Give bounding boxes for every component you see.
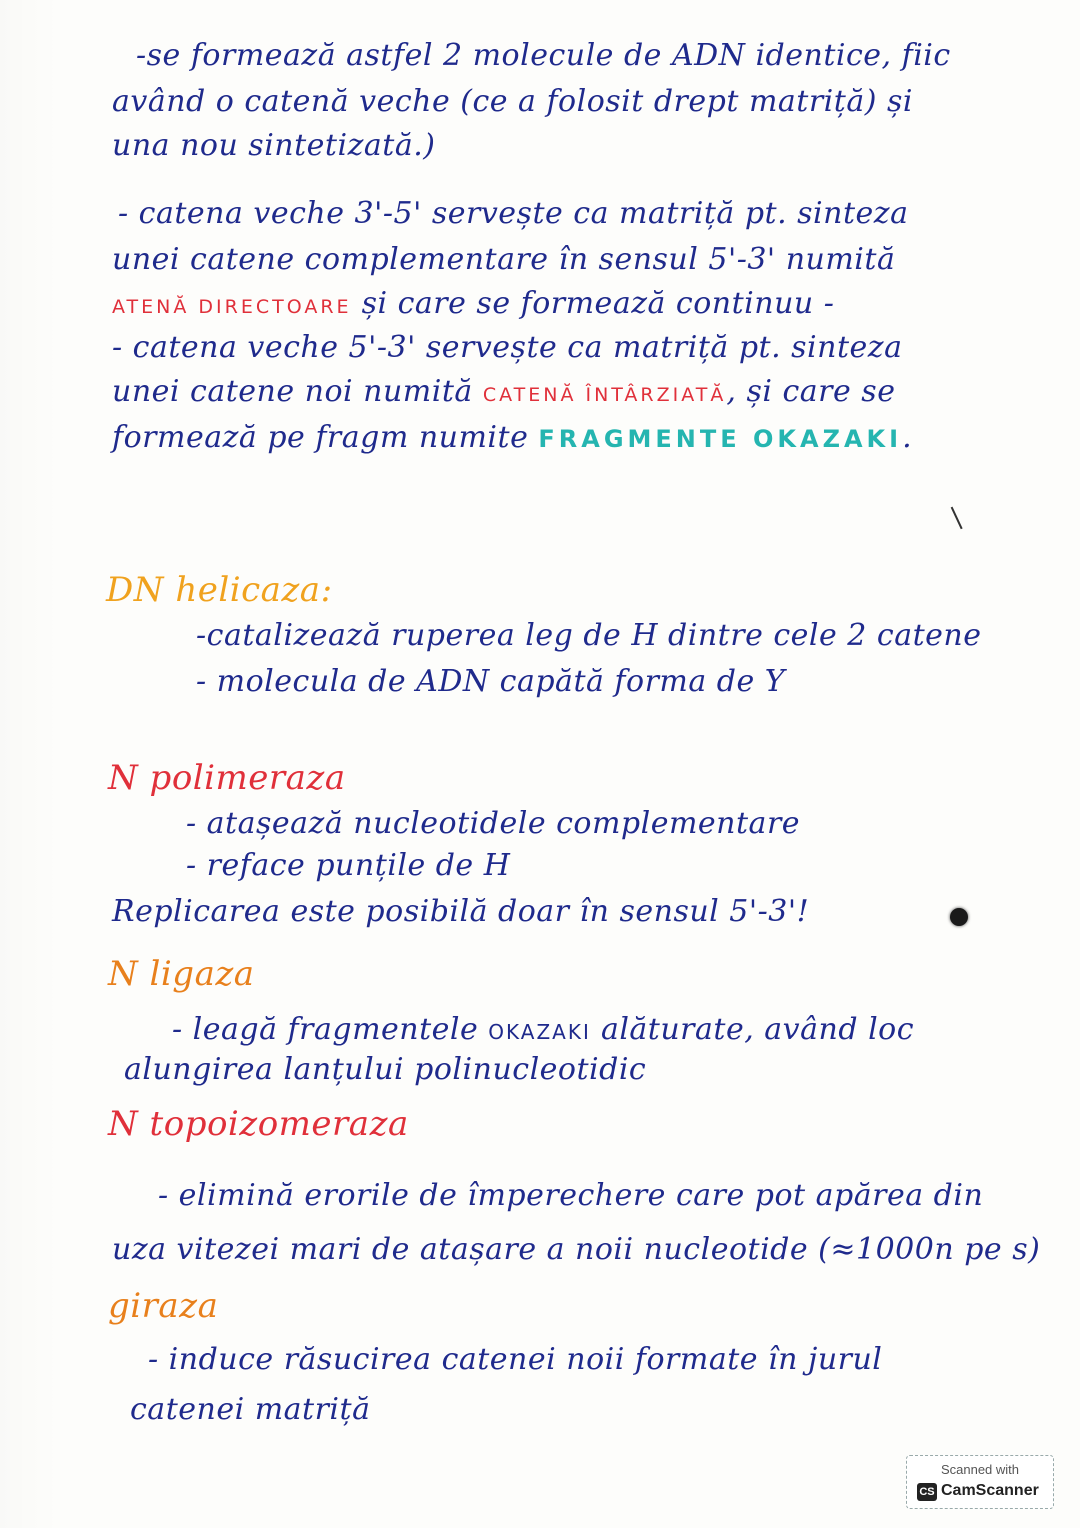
ligaza-point-1: [172, 1012, 914, 1050]
helicaza-point-2: - molecula de ADN capătă forma de Y: [196, 664, 786, 699]
fragmente-okazaki-label: FRAGMENTE OKAZAKI: [538, 425, 903, 453]
ink-blot: [950, 908, 968, 926]
text-line-9-pre: formează pe fragm numite: [112, 420, 529, 455]
heading-ligaza: N ligaza: [108, 954, 255, 994]
okazaki-word: OKAZAKI: [488, 1020, 591, 1044]
ligaza-point-1-post: alăturate, având loc: [600, 1012, 915, 1047]
text-line-8-post: , și care se: [726, 374, 896, 409]
polimeraza-point-2: - reface punțile de H: [186, 848, 511, 883]
helicaza-point-1: -catalizează ruperea leg de H dintre cele 2 catene: [196, 618, 982, 653]
heading-giraza: giraza: [108, 1286, 219, 1326]
ligaza-point-2: alungirea lanțului polinucleotidic: [124, 1052, 647, 1087]
text-line-9: [112, 420, 912, 457]
text-line-5: unei catene complementare în sensul 5'-3' numită: [112, 242, 896, 277]
giraza-point-2: catenei matriță: [130, 1392, 371, 1427]
heading-topoizomeraza: N topoizomeraza: [108, 1104, 409, 1144]
text-line-4: - catena veche 3'-5' servește ca matriță pt. sinteza: [118, 196, 909, 231]
heading-polimeraza: N polimeraza: [108, 758, 346, 798]
topoizomeraza-point-2: uza vitezei mari de atașare a noii nucleotide (≈1000n pe s): [112, 1232, 1041, 1267]
text-line-7: - catena veche 5'-3' servește ca matriță pt. sinteza: [112, 330, 903, 365]
ligaza-point-1-pre: - leagă fragmentele: [172, 1012, 479, 1047]
stray-pen-mark: [951, 501, 976, 530]
watermark-caption: Scanned with: [940, 1462, 1020, 1477]
text-line-9-post: .: [902, 420, 913, 455]
catena-intarziata-label: CATENĂ ÎNTÂRZIATĂ: [482, 384, 727, 406]
text-line-6-rest: și care se formează continuu -: [361, 286, 835, 321]
camscanner-logo-icon: CS: [917, 1483, 937, 1501]
heading-helicaza: DN helicaza:: [106, 570, 333, 610]
polimeraza-note: Replicarea este posibilă doar în sensul 5'-3'!: [112, 894, 810, 929]
text-line-6: [112, 286, 834, 325]
catena-directoare-label: ATENĂ DIRECTOARE: [112, 296, 352, 318]
text-line-8-pre: unei catene noi numită: [112, 374, 473, 409]
text-line-8: [112, 374, 895, 413]
polimeraza-point-1: - atașează nucleotidele complementare: [186, 806, 801, 841]
text-line-2: având o catenă veche (ce a folosit drept matriță) și: [112, 84, 913, 119]
text-line-3: una nou sintetizată.): [112, 128, 436, 163]
topoizomeraza-point-1: - elimină erorile de împerechere care pot apărea din: [158, 1178, 984, 1213]
giraza-point-1: - induce răsucirea catenei noii formate în jurul: [148, 1342, 883, 1377]
text-line-1: -se formează astfel 2 molecule de ADN identice, fiic: [136, 38, 951, 73]
camscanner-watermark: [906, 1455, 1054, 1509]
watermark-brand: CamScanner: [941, 1482, 1039, 1499]
